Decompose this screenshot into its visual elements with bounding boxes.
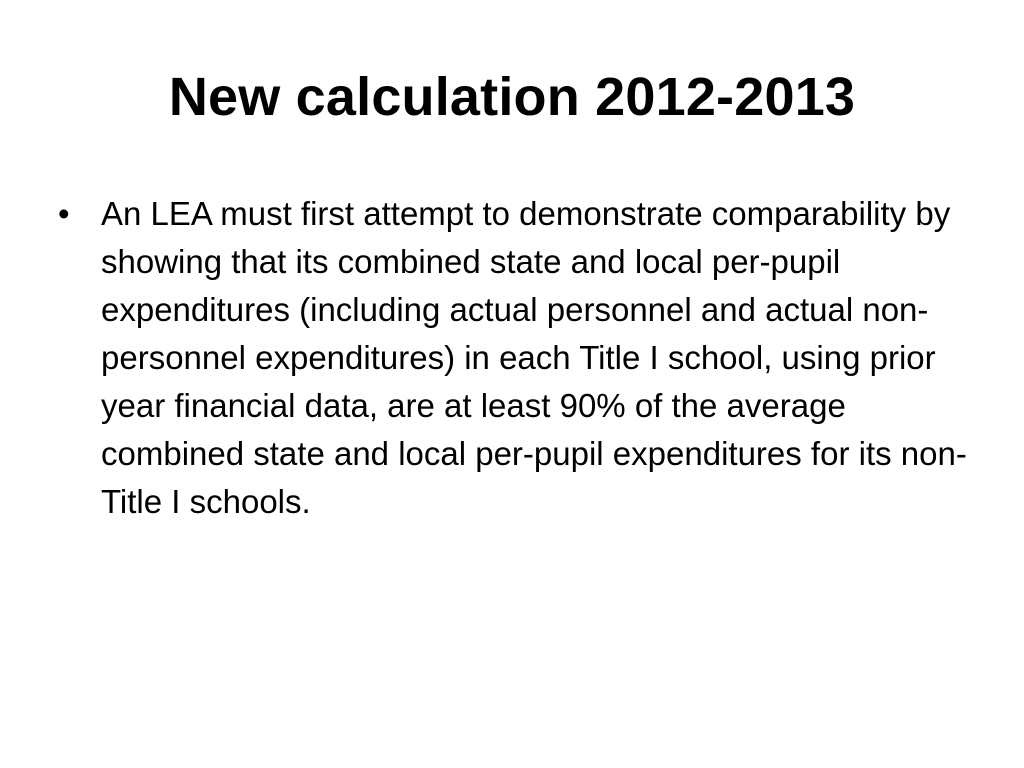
slide-title: New calculation 2012-2013 [168,67,856,127]
bullet-item [58,190,978,526]
bullet-dot-icon: • [58,195,70,232]
bullet-list [58,190,978,526]
bullet-text: An LEA must first attempt to demonstrate comparability by showing that its combined state and local per-pupil expenditures (including actual personnel and actual non-personnel expenditures) in each Title I school, using prior year financial data, are at least 90% of the average combined state and local per-pupil expenditures for its non-Title I schools. [101,195,967,520]
